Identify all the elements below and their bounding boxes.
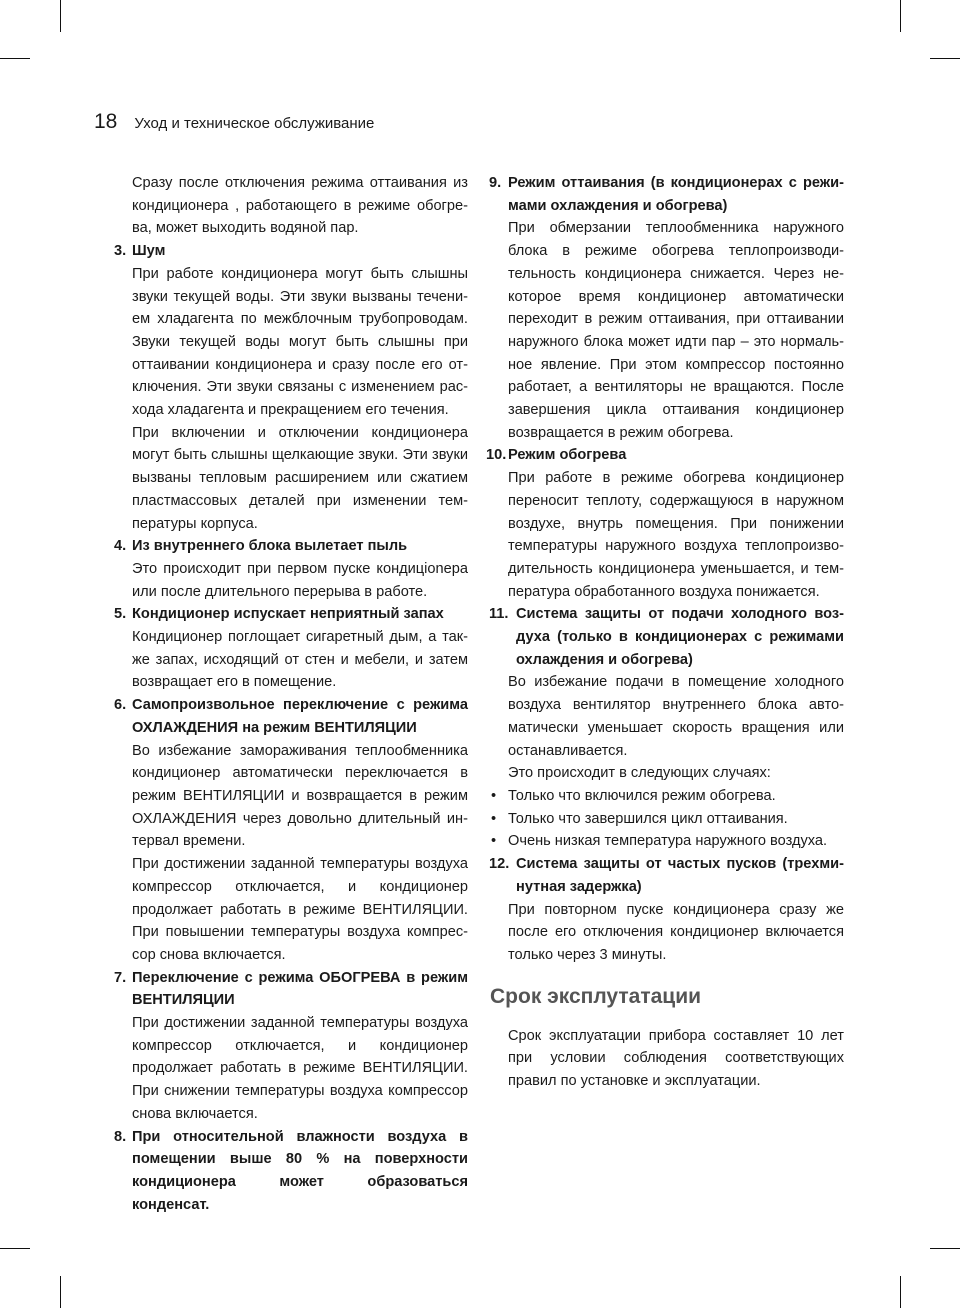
list-item: • Только что включился режим обогрева.	[508, 785, 844, 808]
item-title: Самопроизвольное переключение с режима ОХЛАЖДЕНИЯ на режим ВЕНТИЛЯЦИИ	[132, 697, 468, 736]
item-5	[114, 603, 468, 694]
crop-mark	[60, 0, 61, 32]
item-paragraph: Во избежание замораживания теплообменника кондиционер автоматически переключается в режим ВЕНТИЛЯЦИИ и возвращается в режим ОХЛАЖДЕНИЯ через довольно длительный интервал времени.	[132, 742, 468, 850]
item-title: Переключение с режима ОБОГРЕВА в режим ВЕНТИЛЯЦИИ	[132, 969, 468, 1009]
item-title: Система защиты от частых пусков (трехминутная задержка)	[516, 856, 844, 895]
item-paragraph: При работе кондиционера могут быть слышны звуки текущей воды. Эти звуки вызваны течением хладагента по межблочным трубопроводам. Звуки текущей воды могут быть слышны при оттаивании кондиционера и сразу после его отключения. Эти звуки связаны с изменением расхода хладагента и прекращением его течения.	[132, 265, 468, 419]
bullet: •	[491, 833, 497, 850]
section-title: Срок эксплутатации	[490, 984, 702, 1008]
crop-mark	[0, 58, 30, 59]
item-title: Режим оттаивания (в кондиционерах с режимами охлаждения и обогрева)	[508, 175, 844, 214]
running-title: Уход и техническое обслуживание	[134, 115, 375, 132]
item-paragraph: При включении и отключении кондиционера могут быть слышны щелкающие звуки. Эти звуки вызваны тепловым расширением или сжатием пластмассовых деталей при изменении температуры корпуса.	[132, 424, 468, 532]
crop-mark	[60, 1276, 61, 1308]
item-6	[114, 694, 468, 966]
item-9	[489, 172, 844, 444]
crop-mark	[900, 0, 901, 32]
page-header	[94, 110, 374, 134]
item-title: Режим обогрева	[508, 447, 627, 464]
crop-mark	[0, 1248, 30, 1249]
item-title: Шум	[132, 243, 166, 260]
item-number: 12.	[489, 856, 510, 873]
item-3	[114, 240, 468, 535]
crop-mark	[900, 1276, 901, 1308]
section-paragraph: Срок эксплуатации прибора составляет 10 лет при условии соблюдения соответствующих правил по установке и эксплуатации.	[508, 1027, 844, 1090]
list-item: • Очень низкая температура наружного воздуха.	[508, 830, 844, 853]
item-title: Из внутреннего блока вылетает пыль	[132, 538, 408, 555]
item-4	[114, 535, 468, 603]
right-column	[486, 172, 844, 1093]
item-paragraph: При достижении заданной температуры воздуха компрессор отключается, и кондиционер продолжает работать в режиме ВЕНТИЛЯЦИИ. При повышении температуры воздуха компрессор снова включается.	[132, 856, 468, 963]
item-paragraph: При работе в режиме обогрева кондиционер переносит теплоту, содержащуюся в наружном воздухе, внутрь помещения. При понижении температуры наружного воздуха теплопроизводительность кондиционера уменьшается, и температура обработанного воздуха понижается.	[508, 470, 844, 600]
left-column	[114, 172, 468, 1216]
item-7	[114, 967, 468, 1126]
item-number: 10.	[486, 447, 507, 464]
item-title: При относительной влажности воздуха в помещении выше 80 % на поверхности кондиционера может образоваться конденсат.	[132, 1128, 468, 1213]
cases-intro: Это происходит в следующих случаях:	[508, 765, 771, 782]
item-title: Система защиты от подачи холодного воздуха (только в кондиционерах с режимами охлаждения и обогрева)	[516, 606, 844, 668]
item-title: Кондиционер испускает неприятный запах	[132, 606, 444, 623]
bullet: •	[491, 787, 497, 804]
crop-mark	[930, 58, 960, 59]
item-paragraph: Кондиционер поглощает сигаретный дым, а также запах, исходящий от стен и мебели, и затем возвращает его в помещение.	[132, 629, 468, 691]
item-paragraph: Во избежание подачи в помещение холодного воздуха вентилятор внутреннего блока автоматически уменьшает скорость вращения или останавливается.	[508, 674, 844, 759]
item-10	[486, 444, 844, 603]
item-number: 9.	[489, 175, 502, 191]
item-11	[489, 603, 844, 762]
cases-list	[491, 785, 844, 853]
item-paragraph: При достижении заданной температуры воздуха компрессор отключается, и кондиционер продолжает работать в режиме ВЕНТИЛЯЦИИ. При снижении температуры воздуха компрессор снова включается.	[132, 1015, 468, 1122]
item-number: 3.	[114, 243, 127, 260]
item-number: 6.	[114, 697, 127, 714]
item-paragraph: При повторном пуске кондиционера сразу же после его отключения кондиционер включается только через 3 минуты.	[508, 901, 844, 963]
item-paragraph: Это происходит при первом пуске кондицioneра или после длительного перерыва в работе.	[132, 560, 468, 600]
item-number: 11.	[489, 606, 509, 623]
item-number: 5.	[114, 606, 127, 623]
item-number: 4.	[114, 538, 127, 555]
list-item: • Только что завершился цикл оттаивания.	[508, 808, 844, 831]
intro-paragraph: Сразу после отключения режима оттаивания из кондиционера , работающего в режиме обогрева, может выходить водяной пар.	[132, 175, 468, 237]
crop-mark	[930, 1248, 960, 1249]
item-12	[489, 853, 844, 967]
page-number: 18	[94, 110, 118, 133]
item-number: 8.	[114, 1128, 127, 1145]
bullet: •	[491, 810, 497, 827]
item-8	[114, 1126, 468, 1217]
item-paragraph: При обмерзании теплообменника наружного блока в режиме обогрева теплопроизводительность кондиционера снижается. Через некоторое время кондиционер автоматически переходит в режим оттаивания, при оттаивании наружного блока может идти пар – это нормальное явление. При этом компрессор постоянно работает, а вентиляторы не вращаются. После завершения цикла оттаивания кондиционер возвращается в режим обогрева.	[508, 220, 844, 441]
item-number: 7.	[114, 969, 127, 986]
